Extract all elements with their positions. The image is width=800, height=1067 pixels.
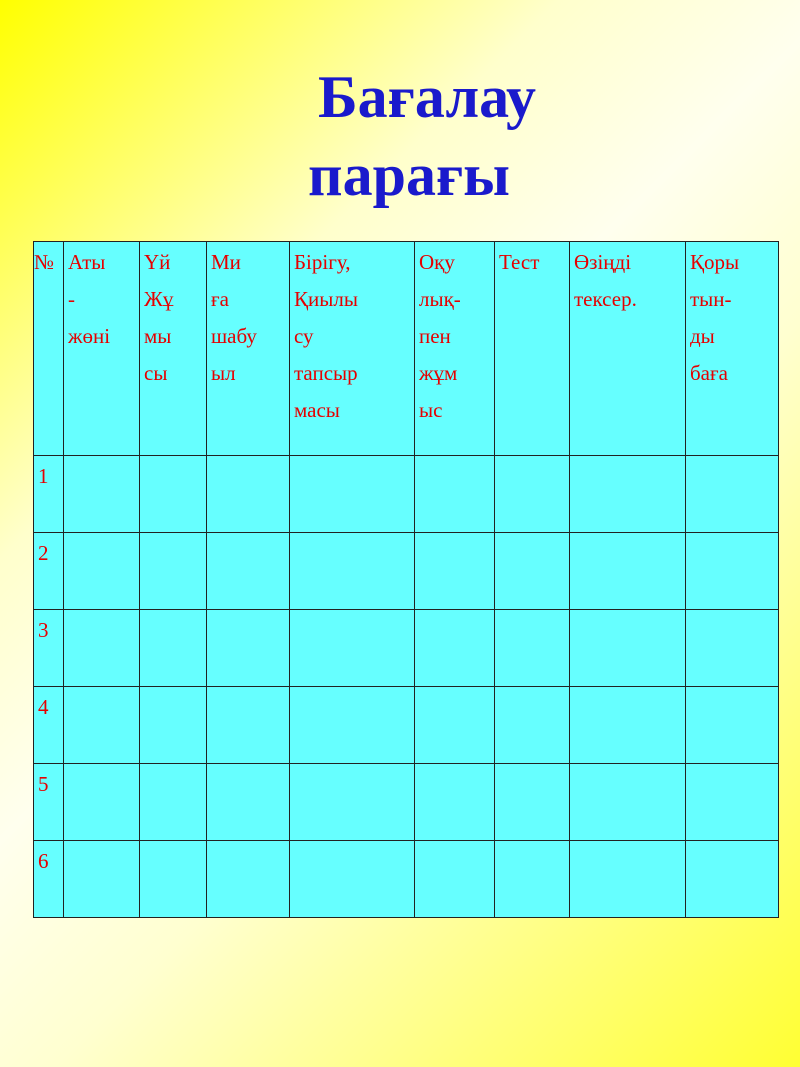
test-cell[interactable] (495, 456, 570, 533)
row-number: 3 (34, 610, 64, 687)
table-row (34, 610, 779, 687)
header-group-task: Бірігу, Қиылы су тапсыр масы (290, 242, 415, 456)
self-check-cell[interactable] (570, 841, 686, 918)
final-grade-cell[interactable] (686, 841, 779, 918)
row-number: 1 (34, 456, 64, 533)
name-cell[interactable] (64, 533, 140, 610)
self-check-cell[interactable] (570, 610, 686, 687)
name-cell[interactable] (64, 687, 140, 764)
test-cell[interactable] (495, 764, 570, 841)
name-cell[interactable] (64, 610, 140, 687)
header-number: № (34, 242, 64, 456)
name-cell[interactable] (64, 841, 140, 918)
textbook-work-cell[interactable] (415, 687, 495, 764)
textbook-work-cell[interactable] (415, 533, 495, 610)
header-textbook-work: Оқу лық- пен жұм ыс (415, 242, 495, 456)
name-cell[interactable] (64, 456, 140, 533)
group-task-cell[interactable] (290, 533, 415, 610)
group-task-cell[interactable] (290, 764, 415, 841)
table-row (34, 841, 779, 918)
test-cell[interactable] (495, 610, 570, 687)
self-check-cell[interactable] (570, 764, 686, 841)
table-row (34, 533, 779, 610)
final-grade-cell[interactable] (686, 610, 779, 687)
self-check-cell[interactable] (570, 456, 686, 533)
group-task-cell[interactable] (290, 841, 415, 918)
test-cell[interactable] (495, 841, 570, 918)
final-grade-cell[interactable] (686, 456, 779, 533)
table-row (34, 764, 779, 841)
page-title-line-1: Бағалау (318, 64, 537, 130)
final-grade-cell[interactable] (686, 687, 779, 764)
textbook-work-cell[interactable] (415, 841, 495, 918)
table-row (34, 456, 779, 533)
table-header-row (34, 242, 779, 456)
textbook-work-cell[interactable] (415, 610, 495, 687)
row-number: 5 (34, 764, 64, 841)
brainstorm-cell[interactable] (207, 841, 290, 918)
final-grade-cell[interactable] (686, 764, 779, 841)
self-check-cell[interactable] (570, 687, 686, 764)
homework-cell[interactable] (140, 687, 207, 764)
header-brainstorm: Ми ға шабу ыл (207, 242, 290, 456)
table-row (34, 687, 779, 764)
homework-cell[interactable] (140, 456, 207, 533)
homework-cell[interactable] (140, 841, 207, 918)
self-check-cell[interactable] (570, 533, 686, 610)
header-self-check: Өзіңді тексер. (570, 242, 686, 456)
page-title-line-2: парағы (308, 142, 511, 208)
row-number: 6 (34, 841, 64, 918)
brainstorm-cell[interactable] (207, 610, 290, 687)
brainstorm-cell[interactable] (207, 687, 290, 764)
group-task-cell[interactable] (290, 456, 415, 533)
test-cell[interactable] (495, 687, 570, 764)
homework-cell[interactable] (140, 610, 207, 687)
header-final-grade: Қоры тын- ды баға (686, 242, 779, 456)
homework-cell[interactable] (140, 764, 207, 841)
brainstorm-cell[interactable] (207, 764, 290, 841)
name-cell[interactable] (64, 764, 140, 841)
brainstorm-cell[interactable] (207, 456, 290, 533)
final-grade-cell[interactable] (686, 533, 779, 610)
group-task-cell[interactable] (290, 610, 415, 687)
brainstorm-cell[interactable] (207, 533, 290, 610)
header-name: Аты - жөні (64, 242, 140, 456)
row-number: 4 (34, 687, 64, 764)
homework-cell[interactable] (140, 533, 207, 610)
group-task-cell[interactable] (290, 687, 415, 764)
test-cell[interactable] (495, 533, 570, 610)
textbook-work-cell[interactable] (415, 456, 495, 533)
row-number: 2 (34, 533, 64, 610)
textbook-work-cell[interactable] (415, 764, 495, 841)
header-homework: Үй Жұ мы сы (140, 242, 207, 456)
header-test: Тест (495, 242, 570, 456)
assessment-table (33, 241, 779, 918)
